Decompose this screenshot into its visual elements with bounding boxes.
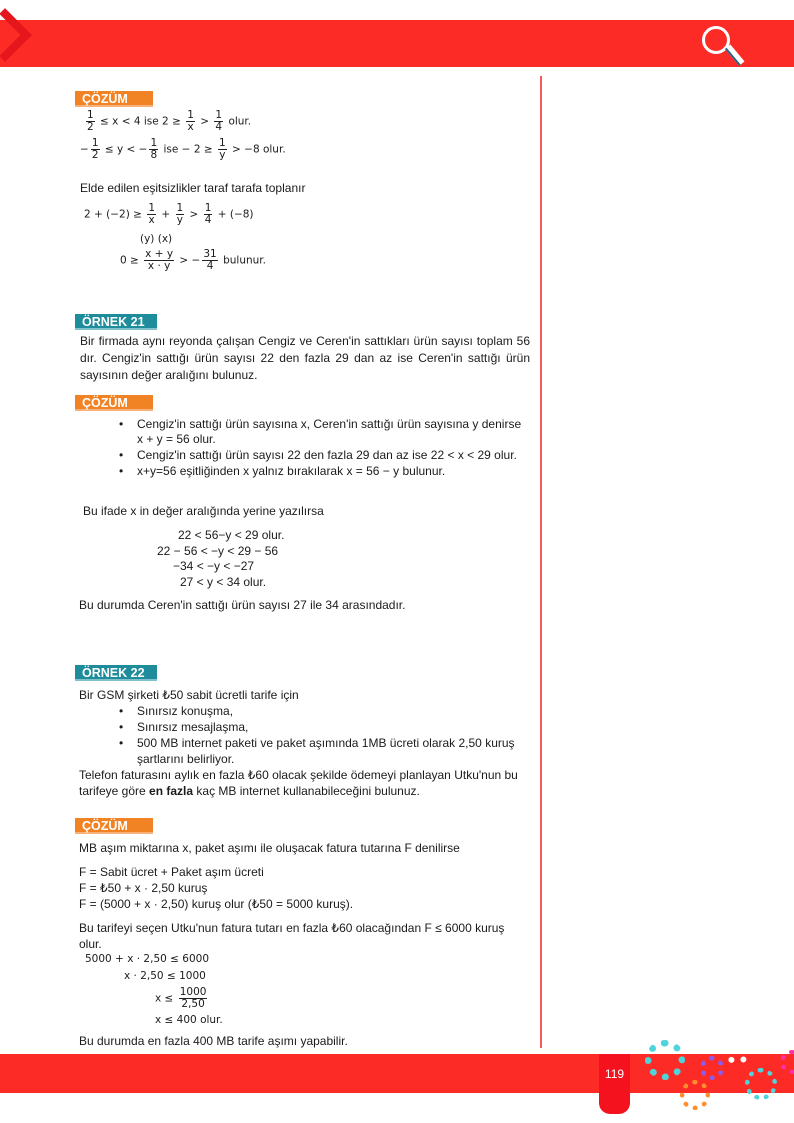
list-item: • 500 MB internet paketi ve paket aşımında 1MB ücreti olarak 2,50 kuruş [137, 736, 515, 751]
list-item: • Cengiz'in sattığı ürün sayısına x, Ceren'in sattığı ürün sayısına y denirse [137, 417, 521, 432]
math-step: 5000 + x · 2,50 ≤ 6000 [85, 953, 209, 965]
paragraph: Bu tarifeyi seçen Utku'nun fatura tutarı en fazla ₺60 olacağından F ≤ 6000 kuruş [79, 921, 505, 935]
math-step: 22 − 56 < −y < 29 − 56 [157, 544, 279, 558]
question-line: tarifeye göre en fazla kaç MB internet kullanabileceğini bulunuz. [79, 784, 420, 798]
conclusion: Bu durumda Ceren'in sattığı ürün sayısı 27 ile 34 arasındadır. [79, 598, 406, 612]
list-item-cont: x + y = 56 olur. [137, 432, 216, 446]
list-item: • Sınırsız konuşma, [137, 704, 233, 719]
paragraph: olur. [79, 937, 102, 951]
example-label: ÖRNEK 21 [75, 314, 157, 330]
list-item: • Sınırsız mesajlaşma, [137, 720, 248, 735]
solution-label: ÇÖZÜM [75, 818, 153, 834]
gear-icon [700, 1056, 724, 1080]
math-step: x ≤ $\frac{1000}{2,50}$ [155, 986, 207, 1010]
column-divider [540, 76, 542, 1048]
paragraph: MB aşım miktarına x, paket aşımı ile oluşacak fatura tutarına F denilirse [79, 841, 460, 855]
example-label: ÖRNEK 22 [75, 665, 157, 681]
math-step: 22 < 56−y < 29 olur. [178, 528, 285, 542]
gear-icon [720, 1030, 754, 1064]
solution-label: ÇÖZÜM [75, 395, 153, 411]
conclusion: Bu durumda en fazla 400 MB tarife aşımı yapabilir. [79, 1034, 348, 1048]
formula: F = ₺50 + x · 2,50 kuruş [79, 881, 208, 895]
paragraph: Bir GSM şirketi ₺50 sabit ücretli tarife için [79, 688, 299, 702]
formula: F = Sabit ücret + Paket aşım ücreti [79, 865, 264, 879]
problem-text: Bir firmada aynı reyonda çalışan Cengiz ve Ceren'in sattıkları ürün sayısı toplam 56 dır. Cengiz'in sattığı ürün sayısı 22 den fazla 29 dan az ise Ceren'in sattığı ürün sayısının değer aralığını bulunuz. [80, 334, 530, 382]
math-line: 2 + (−2) ≥ $\frac{1}{x}$ + $\frac{1}{y}$ > $\frac{1}{4}$ + (−8) [84, 202, 254, 226]
list-item: • x+y=56 eşitliğinden x yalnız bırakılarak x = 56 − y bulunur. [137, 464, 445, 479]
formula: F = (5000 + x · 2,50) kuruş olur (₺50 = 5000 kuruş). [79, 897, 354, 911]
math-step: x · 2,50 ≤ 1000 [124, 970, 206, 982]
math-step: −34 < −y < −27 [173, 559, 255, 573]
page-number: 119 [604, 1067, 625, 1081]
chevron-icon [0, 8, 32, 62]
math-line: (y) (x) [140, 233, 173, 245]
solution-label: ÇÖZÜM [75, 91, 153, 107]
page-number-tab [599, 1054, 630, 1114]
math-line: 0 ≥ $\frac{x + y}{x \cdot y}$ > − $\frac{31}{4}$ bulunur. [120, 248, 266, 272]
math-step: 27 < y < 34 olur. [180, 575, 267, 589]
gear-icon [680, 1080, 710, 1110]
paragraph: Bu ifade x in değer aralığında yerine yazılırsa [83, 504, 324, 518]
math-line: $\frac{1}{2}$ ≤ x < 4 ise 2 ≥ $\frac{1}{x}$ > $\frac{1}{4}$ olur. [87, 109, 252, 133]
list-item: • Cengiz'in sattığı ürün sayısı 22 den fazla 29 dan az ise 22 < x < 29 olur. [137, 448, 517, 463]
list-item-cont: şartlarını belirliyor. [137, 752, 235, 766]
math-step: x ≤ 400 olur. [155, 1014, 223, 1026]
math-line: − $\frac{1}{2}$ ≤ y < − $\frac{1}{8}$ ise − 2 ≥ $\frac{1}{y}$ > −8 olur. [80, 137, 286, 161]
gear-icon [745, 1068, 777, 1100]
question-line: Telefon faturasını aylık en fazla ₺60 olacak şekilde ödemeyi planlayan Utku'nun bu [79, 768, 518, 782]
gear-icon [645, 1040, 685, 1080]
page-header-band [0, 20, 794, 67]
paragraph: Elde edilen eşitsizlikler taraf tarafa toplanır [80, 181, 306, 195]
